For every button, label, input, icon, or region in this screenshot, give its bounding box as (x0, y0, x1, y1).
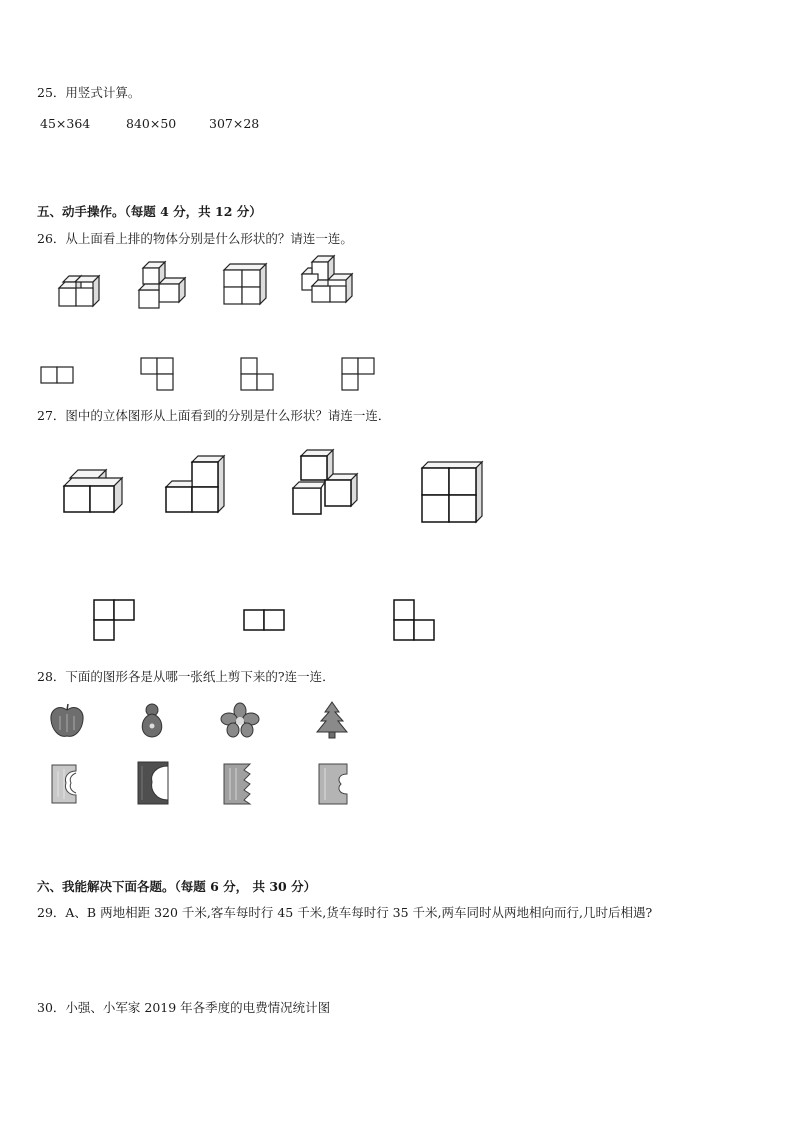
q26-title: 26．从上面看上排的物体分别是什么形状的？请连一连。 (37, 231, 353, 246)
q27-solid-4 (420, 460, 486, 524)
q30-title: 30．小强、小军家 2019 年各季度的电费情况统计图 (37, 1000, 331, 1015)
q29-title: 29．A、B 两地相距 320 千米,客车每时行 45 千米,货车每时行 35 千米,两车同时从两地相向而行,几时后相遇? (37, 905, 653, 920)
section5-heading: 五、动手操作。（每题 4 分，共 12 分） (37, 204, 262, 219)
gourd-icon (136, 700, 168, 740)
q27-title: 27．图中的立体图形从上面看到的分别是什么形状？请连一连． (37, 408, 391, 423)
q26-solid-4 (298, 252, 356, 312)
paper-sheet-1 (50, 763, 82, 805)
q26-view-2 (140, 357, 176, 393)
q25-item-3: 307×28 (209, 116, 260, 131)
paper-sheet-3 (222, 762, 254, 806)
q27-view-1 (93, 599, 137, 643)
q28-title: 28．下面的图形各是从哪一张纸上剪下来的?连一连． (37, 669, 335, 684)
q25-item-2: 840×50 (126, 116, 177, 131)
q25-title: 25．用竖式计算。 (37, 85, 141, 100)
q26-view-4 (341, 357, 377, 393)
paper-sheet-2 (136, 760, 170, 806)
q27-solid-2 (164, 454, 228, 516)
q25-item-1: 45×364 (40, 116, 91, 131)
q26-solid-3 (220, 262, 270, 312)
flower-icon (220, 702, 260, 738)
q27-view-2 (243, 609, 287, 633)
q26-solid-2 (135, 258, 190, 313)
q26-solid-1 (55, 270, 105, 310)
q26-view-1 (40, 366, 76, 386)
q27-solid-1 (62, 466, 128, 514)
q27-view-3 (393, 599, 437, 643)
tree-icon (314, 700, 350, 740)
q27-solid-3 (291, 448, 363, 518)
paper-sheet-4 (317, 762, 351, 806)
q26-view-3 (240, 357, 276, 393)
apple-icon (48, 702, 86, 740)
section6-heading: 六、我能解决下面各题。（每题 6 分， 共 30 分） (37, 879, 317, 894)
